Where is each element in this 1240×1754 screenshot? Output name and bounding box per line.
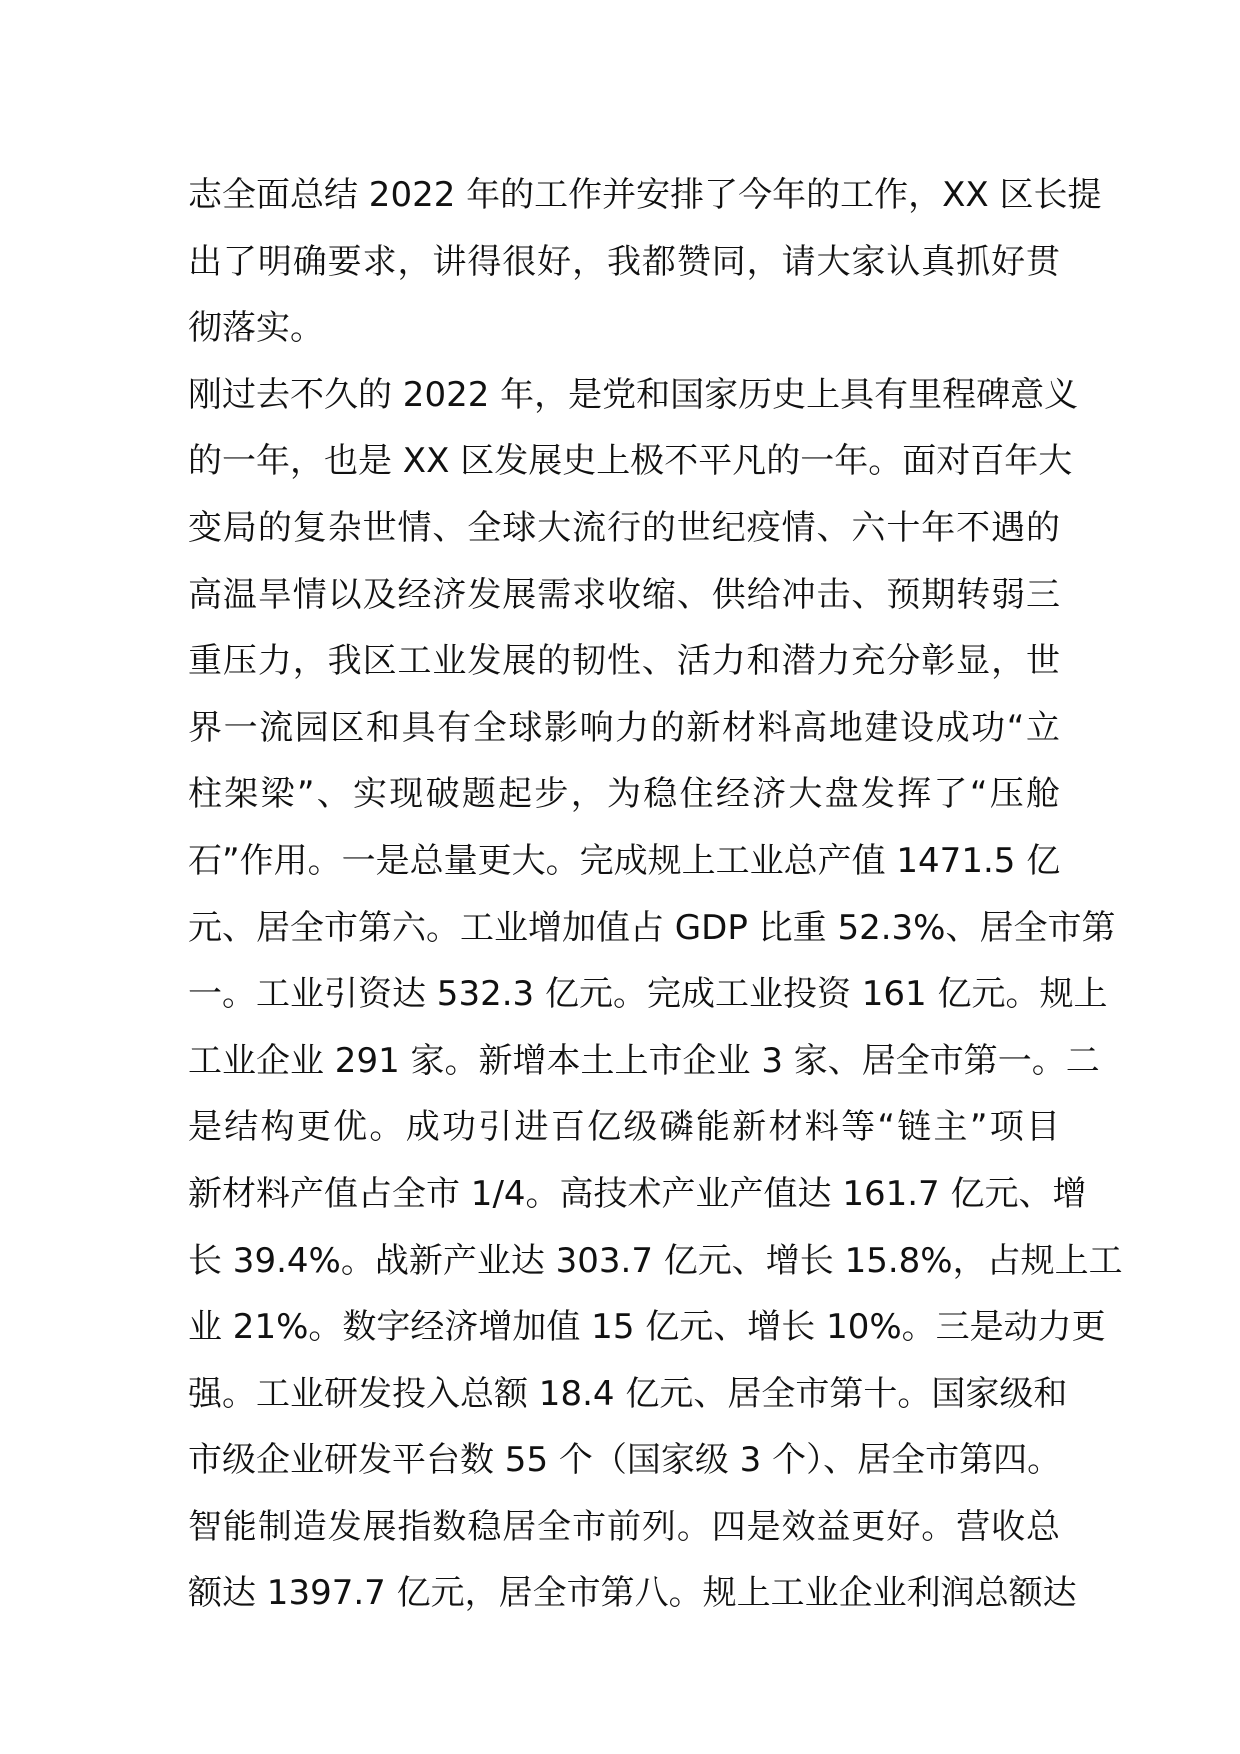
paragraph-line: 彻落实。 [188, 308, 324, 349]
paragraph-line: 额达 1397.7 亿元，居全市第八。规上工业企业利润总额达 [188, 1573, 1077, 1614]
paragraph-line: 长 39.4%。战新产业达 303.7 亿元、增长 15.8%，占规上工 [188, 1240, 1123, 1281]
paragraph-line: 业 21%。数字经济增加值 15 亿元、增长 10%。三是动力更 [188, 1307, 1106, 1348]
paragraph-line: 柱架梁”、实现破题起步，为稳住经济大盘发挥了“压舱 [188, 774, 1060, 815]
paragraph-line: 一。工业引资达 532.3 亿元。完成工业投资 161 亿元。规上 [188, 974, 1108, 1015]
document-body [188, 162, 1123, 1627]
paragraph-line: 石”作用。一是总量更大。完成规上工业总产值 1471.5 亿 [188, 840, 1061, 881]
paragraph-line: 的一年，也是 XX 区发展史上极不平凡的一年。面对百年大 [188, 441, 1073, 482]
paragraph-line: 界一流园区和具有全球影响力的新材料高地建设成功“立 [188, 707, 1060, 748]
paragraph-1 [188, 162, 1102, 362]
paragraph-line: 强。工业研发投入总额 18.4 亿元、居全市第十。国家级和 [188, 1373, 1068, 1414]
paragraph-line: 新材料产值占全市 1/4。高技术产业产值达 161.7 亿元、增 [188, 1173, 1087, 1214]
paragraph-line: 是结构更优。成功引进百亿级磷能新材料等“链主”项目 [188, 1107, 1060, 1148]
paragraph-line: 智能制造发展指数稳居全市前列。四是效益更好。营收总 [188, 1506, 1060, 1547]
paragraph-line: 工业企业 291 家。新增本土上市企业 3 家、居全市第一。二 [188, 1040, 1100, 1081]
paragraph-2 [188, 362, 1123, 1627]
paragraph-line: 市级企业研发平台数 55 个（国家级 3 个）、居全市第四。 [188, 1440, 1062, 1481]
paragraph-line: 重压力，我区工业发展的韧性、活力和潜力充分彰显，世 [188, 641, 1060, 682]
paragraph-line: 出了明确要求，讲得很好，我都赞同，请大家认真抓好贯 [188, 241, 1060, 282]
paragraph-line: 志全面总结 2022 年的工作并安排了今年的工作，XX 区长提 [188, 175, 1102, 215]
paragraph-line: 变局的复杂世情、全球大流行的世纪疫情、六十年不遇的 [188, 507, 1060, 548]
paragraph-line: 刚过去不久的 2022 年，是党和国家历史上具有里程碑意义 [188, 374, 1079, 415]
paragraph-line: 元、居全市第六。工业增加值占 GDP 比重 52.3%、居全市第 [188, 907, 1116, 948]
paragraph-line: 高温旱情以及经济发展需求收缩、供给冲击、预期转弱三 [188, 574, 1060, 615]
